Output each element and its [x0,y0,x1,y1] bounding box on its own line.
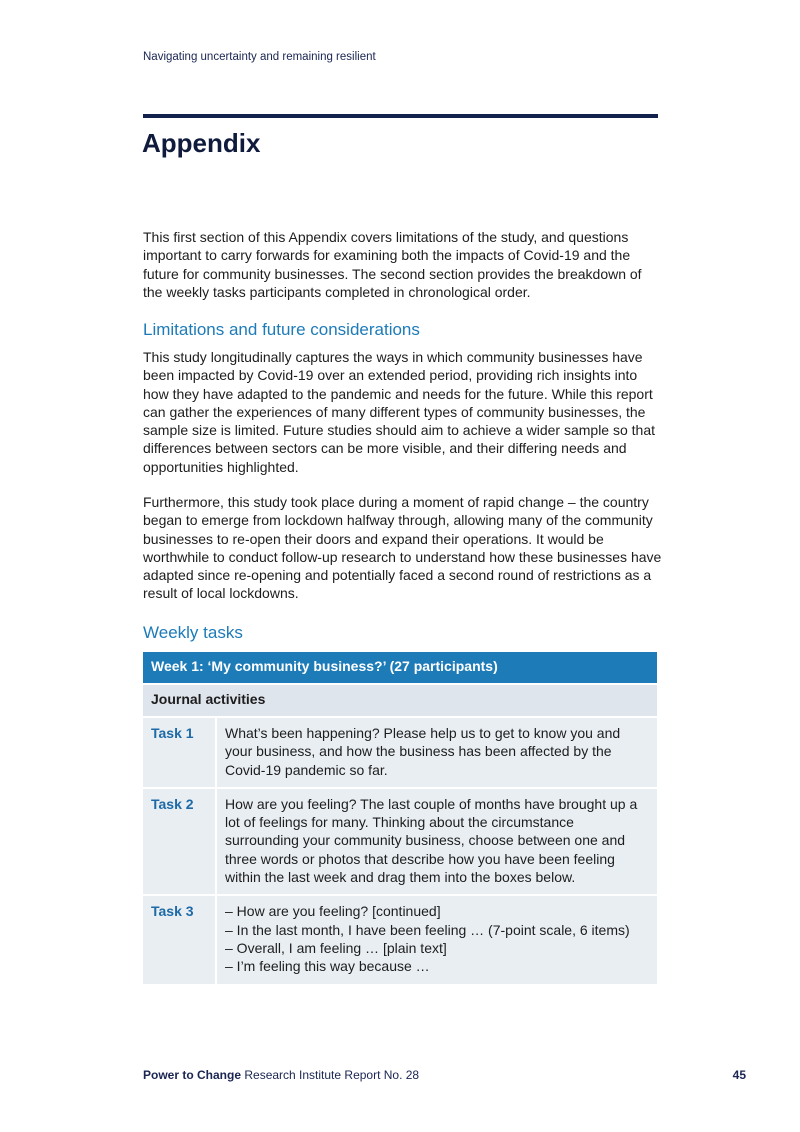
week-header-cell: Week 1: ‘My community business?’ (27 participants) [143,652,657,684]
intro-text: This first section of this Appendix covers limitations of the study, and questions important to carry forwards for examining both the impacts of Covid-19 and the future for community businesses. The second section provides the breakdown of the weekly tasks participants completed in chronological order. [143,229,642,300]
task-label: Task 3 [143,895,216,984]
intro-paragraph [143,228,663,301]
limitations-text-1: This study longitudinally captures the ways in which community businesses have been impacted by Covid-19 over an extended period, providing rich insights into how they have adapted to the pandemic and needs for the future. While this report can gather the experiences of many different types of community businesses, the sample size is limited. Future studies should aim to achieve a wider sample so that differences between sectors can be more visible, and their differing needs and opportunities highlighted. [143,349,656,475]
task-line: – In the last month, I have been feeling … (7-point scale, 6 items) [225,921,630,938]
task-line: – I’m feeling this way because … [225,958,430,975]
title-rule [143,114,658,118]
task-row [143,717,657,788]
task-description: How are you feeling? The last couple of months have brought up a lot of feelings for many. Thinking about the circumstance surrounding your community business, choose between one and three words or photos that describe how you have been feeling within the last week and drag them into the boxes below. [216,788,657,895]
journal-activities-cell: Journal activities [143,684,657,717]
limitations-heading: Limitations and future considerations [143,320,420,339]
running-header: Navigating uncertainty and remaining resilient [143,51,376,63]
task-description [216,895,657,984]
week-header-row [143,652,657,684]
journal-activities-row [143,684,657,717]
task-line: – How are you feeling? [continued] [225,903,441,920]
weekly-tasks-heading: Weekly tasks [143,623,243,642]
footer-brand: Power to Change [143,1068,242,1082]
limitations-paragraph-1 [143,348,663,476]
page-number: 45 [732,1068,746,1082]
task-row [143,895,657,984]
task-row [143,788,657,895]
task-description: What’s been happening? Please help us to get to know you and your business, and how the business has been affected by the Covid-19 pandemic so far. [216,717,657,788]
limitations-text-2: Furthermore, this study took place during a moment of rapid change – the country began to emerge from lockdown halfway through, allowing many of the community businesses to re-open their doors and expand their operations. It would be worthwhile to conduct follow-up research to understand how these businesses have adapted since re-opening and potentially faced a second round of restrictions as a result of local lockdowns. [143,494,662,602]
footer-report: Research Institute Report No. 28 [241,1068,420,1082]
footer-credit [143,1068,419,1082]
task-line: – Overall, I am feeling … [plain text] [225,939,447,956]
task-label: Task 1 [143,717,216,788]
task-label: Task 2 [143,788,216,895]
limitations-paragraph-2 [143,493,663,603]
page-title: Appendix [142,128,261,158]
weekly-tasks-table [143,652,657,986]
